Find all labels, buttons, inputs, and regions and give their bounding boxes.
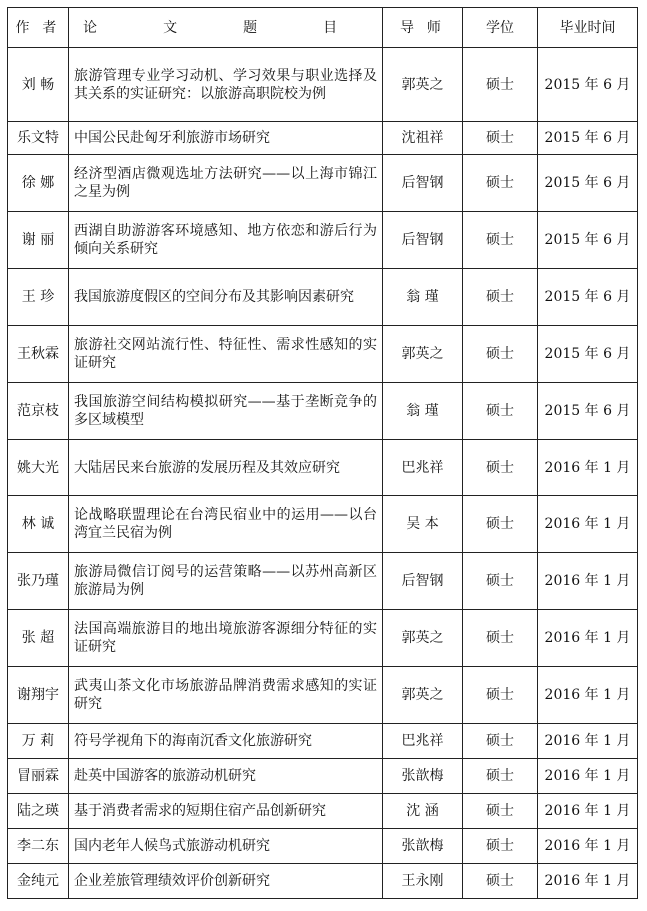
degree-cell: 硕士 [463,326,538,383]
advisor-cell: 王永刚 [383,864,463,899]
advisor-cell: 郭英之 [383,48,463,122]
degree-cell: 硕士 [463,155,538,212]
advisor-cell: 沈祖祥 [383,122,463,155]
author-cell: 冒丽霖 [8,759,69,794]
table-row [8,610,638,667]
title-cell: 基于消费者需求的短期住宿产品创新研究 [69,794,383,829]
title-cell: 大陆居民来台旅游的发展历程及其效应研究 [69,440,383,496]
title-cell: 旅游局微信订阅号的运营策略——以苏州高新区旅游局为例 [69,553,383,610]
title-cell: 赴英中国游客的旅游动机研究 [69,759,383,794]
table-row [8,829,638,864]
author-cell: 徐 娜 [8,155,69,212]
author-cell: 林 诚 [8,496,69,553]
advisor-cell: 张歆梅 [383,829,463,864]
author-cell: 谢翔宇 [8,667,69,724]
date-cell: 2016 年 1 月 [538,610,638,667]
date-cell: 2016 年 1 月 [538,553,638,610]
date-cell: 2016 年 1 月 [538,496,638,553]
author-cell: 姚大光 [8,440,69,496]
author-cell: 刘 畅 [8,48,69,122]
table-row [8,724,638,759]
table-row [8,122,638,155]
table-row [8,212,638,269]
date-cell: 2015 年 6 月 [538,48,638,122]
table-row [8,667,638,724]
date-cell: 2015 年 6 月 [538,383,638,440]
date-cell: 2016 年 1 月 [538,759,638,794]
degree-cell: 硕士 [463,610,538,667]
advisor-cell: 翁 瑾 [383,269,463,326]
advisor-cell: 郭英之 [383,610,463,667]
date-cell: 2015 年 6 月 [538,326,638,383]
header-row [8,8,638,48]
degree-cell: 硕士 [463,553,538,610]
date-cell: 2015 年 6 月 [538,269,638,326]
advisor-cell: 巴兆祥 [383,724,463,759]
author-cell: 张 超 [8,610,69,667]
degree-cell: 硕士 [463,212,538,269]
author-cell: 金纯元 [8,864,69,899]
date-cell: 2015 年 6 月 [538,155,638,212]
advisor-cell: 后智钢 [383,553,463,610]
table-row [8,269,638,326]
table-row [8,864,638,899]
degree-cell: 硕士 [463,48,538,122]
title-cell: 我国旅游度假区的空间分布及其影响因素研究 [69,269,383,326]
advisor-cell: 吴 本 [383,496,463,553]
date-cell: 2016 年 1 月 [538,667,638,724]
degree-cell: 硕士 [463,440,538,496]
degree-cell: 硕士 [463,667,538,724]
title-cell: 国内老年人候鸟式旅游动机研究 [69,829,383,864]
title-cell: 法国高端旅游目的地出境旅游客源细分特征的实证研究 [69,610,383,667]
advisor-cell: 郭英之 [383,326,463,383]
degree-cell: 硕士 [463,724,538,759]
table-row [8,155,638,212]
title-cell: 符号学视角下的海南沉香文化旅游研究 [69,724,383,759]
table-header [8,8,638,48]
advisor-cell: 沈 涵 [383,794,463,829]
advisor-cell: 后智钢 [383,212,463,269]
author-cell: 陆之瑛 [8,794,69,829]
degree-cell: 硕士 [463,269,538,326]
author-cell: 谢 丽 [8,212,69,269]
author-cell: 王秋霖 [8,326,69,383]
advisor-cell: 巴兆祥 [383,440,463,496]
author-cell: 李二东 [8,829,69,864]
date-cell: 2016 年 1 月 [538,794,638,829]
author-cell: 万 莉 [8,724,69,759]
table-row [8,440,638,496]
advisor-cell: 郭英之 [383,667,463,724]
title-cell: 论战略联盟理论在台湾民宿业中的运用——以台湾宜兰民宿为例 [69,496,383,553]
degree-cell: 硕士 [463,759,538,794]
degree-cell: 硕士 [463,794,538,829]
degree-cell: 硕士 [463,496,538,553]
header-author: 作 者 [8,8,69,48]
date-cell: 2016 年 1 月 [538,829,638,864]
author-cell: 范京枝 [8,383,69,440]
title-cell: 我国旅游空间结构模拟研究——基于垄断竞争的多区域模型 [69,383,383,440]
header-title: 论 文 题 目 [69,8,383,48]
title-cell: 企业差旅管理绩效评价创新研究 [69,864,383,899]
table-row [8,48,638,122]
author-cell: 张乃瑾 [8,553,69,610]
advisor-cell: 后智钢 [383,155,463,212]
title-cell: 中国公民赴匈牙利旅游市场研究 [69,122,383,155]
title-cell: 旅游管理专业学习动机、学习效果与职业选择及其关系的实证研究：以旅游高职院校为例 [69,48,383,122]
table-row [8,326,638,383]
thesis-table [7,7,638,899]
degree-cell: 硕士 [463,122,538,155]
table-row [8,496,638,553]
table-row [8,383,638,440]
degree-cell: 硕士 [463,383,538,440]
title-cell: 经济型酒店微观选址方法研究——以上海市锦江之星为例 [69,155,383,212]
header-advisor: 导 师 [383,8,463,48]
advisor-cell: 张歆梅 [383,759,463,794]
title-cell: 西湖自助游游客环境感知、地方依恋和游后行为倾向关系研究 [69,212,383,269]
header-degree: 学位 [463,8,538,48]
date-cell: 2016 年 1 月 [538,724,638,759]
author-cell: 乐文特 [8,122,69,155]
degree-cell: 硕士 [463,864,538,899]
degree-cell: 硕士 [463,829,538,864]
table-row [8,553,638,610]
date-cell: 2016 年 1 月 [538,864,638,899]
author-cell: 王 珍 [8,269,69,326]
date-cell: 2015 年 6 月 [538,212,638,269]
advisor-cell: 翁 瑾 [383,383,463,440]
header-time: 毕业时间 [538,8,638,48]
table-body [8,48,638,899]
title-cell: 武夷山茶文化市场旅游品牌消费需求感知的实证研究 [69,667,383,724]
date-cell: 2016 年 1 月 [538,440,638,496]
date-cell: 2015 年 6 月 [538,122,638,155]
table-row [8,794,638,829]
table-row [8,759,638,794]
title-cell: 旅游社交网站流行性、特征性、需求性感知的实证研究 [69,326,383,383]
